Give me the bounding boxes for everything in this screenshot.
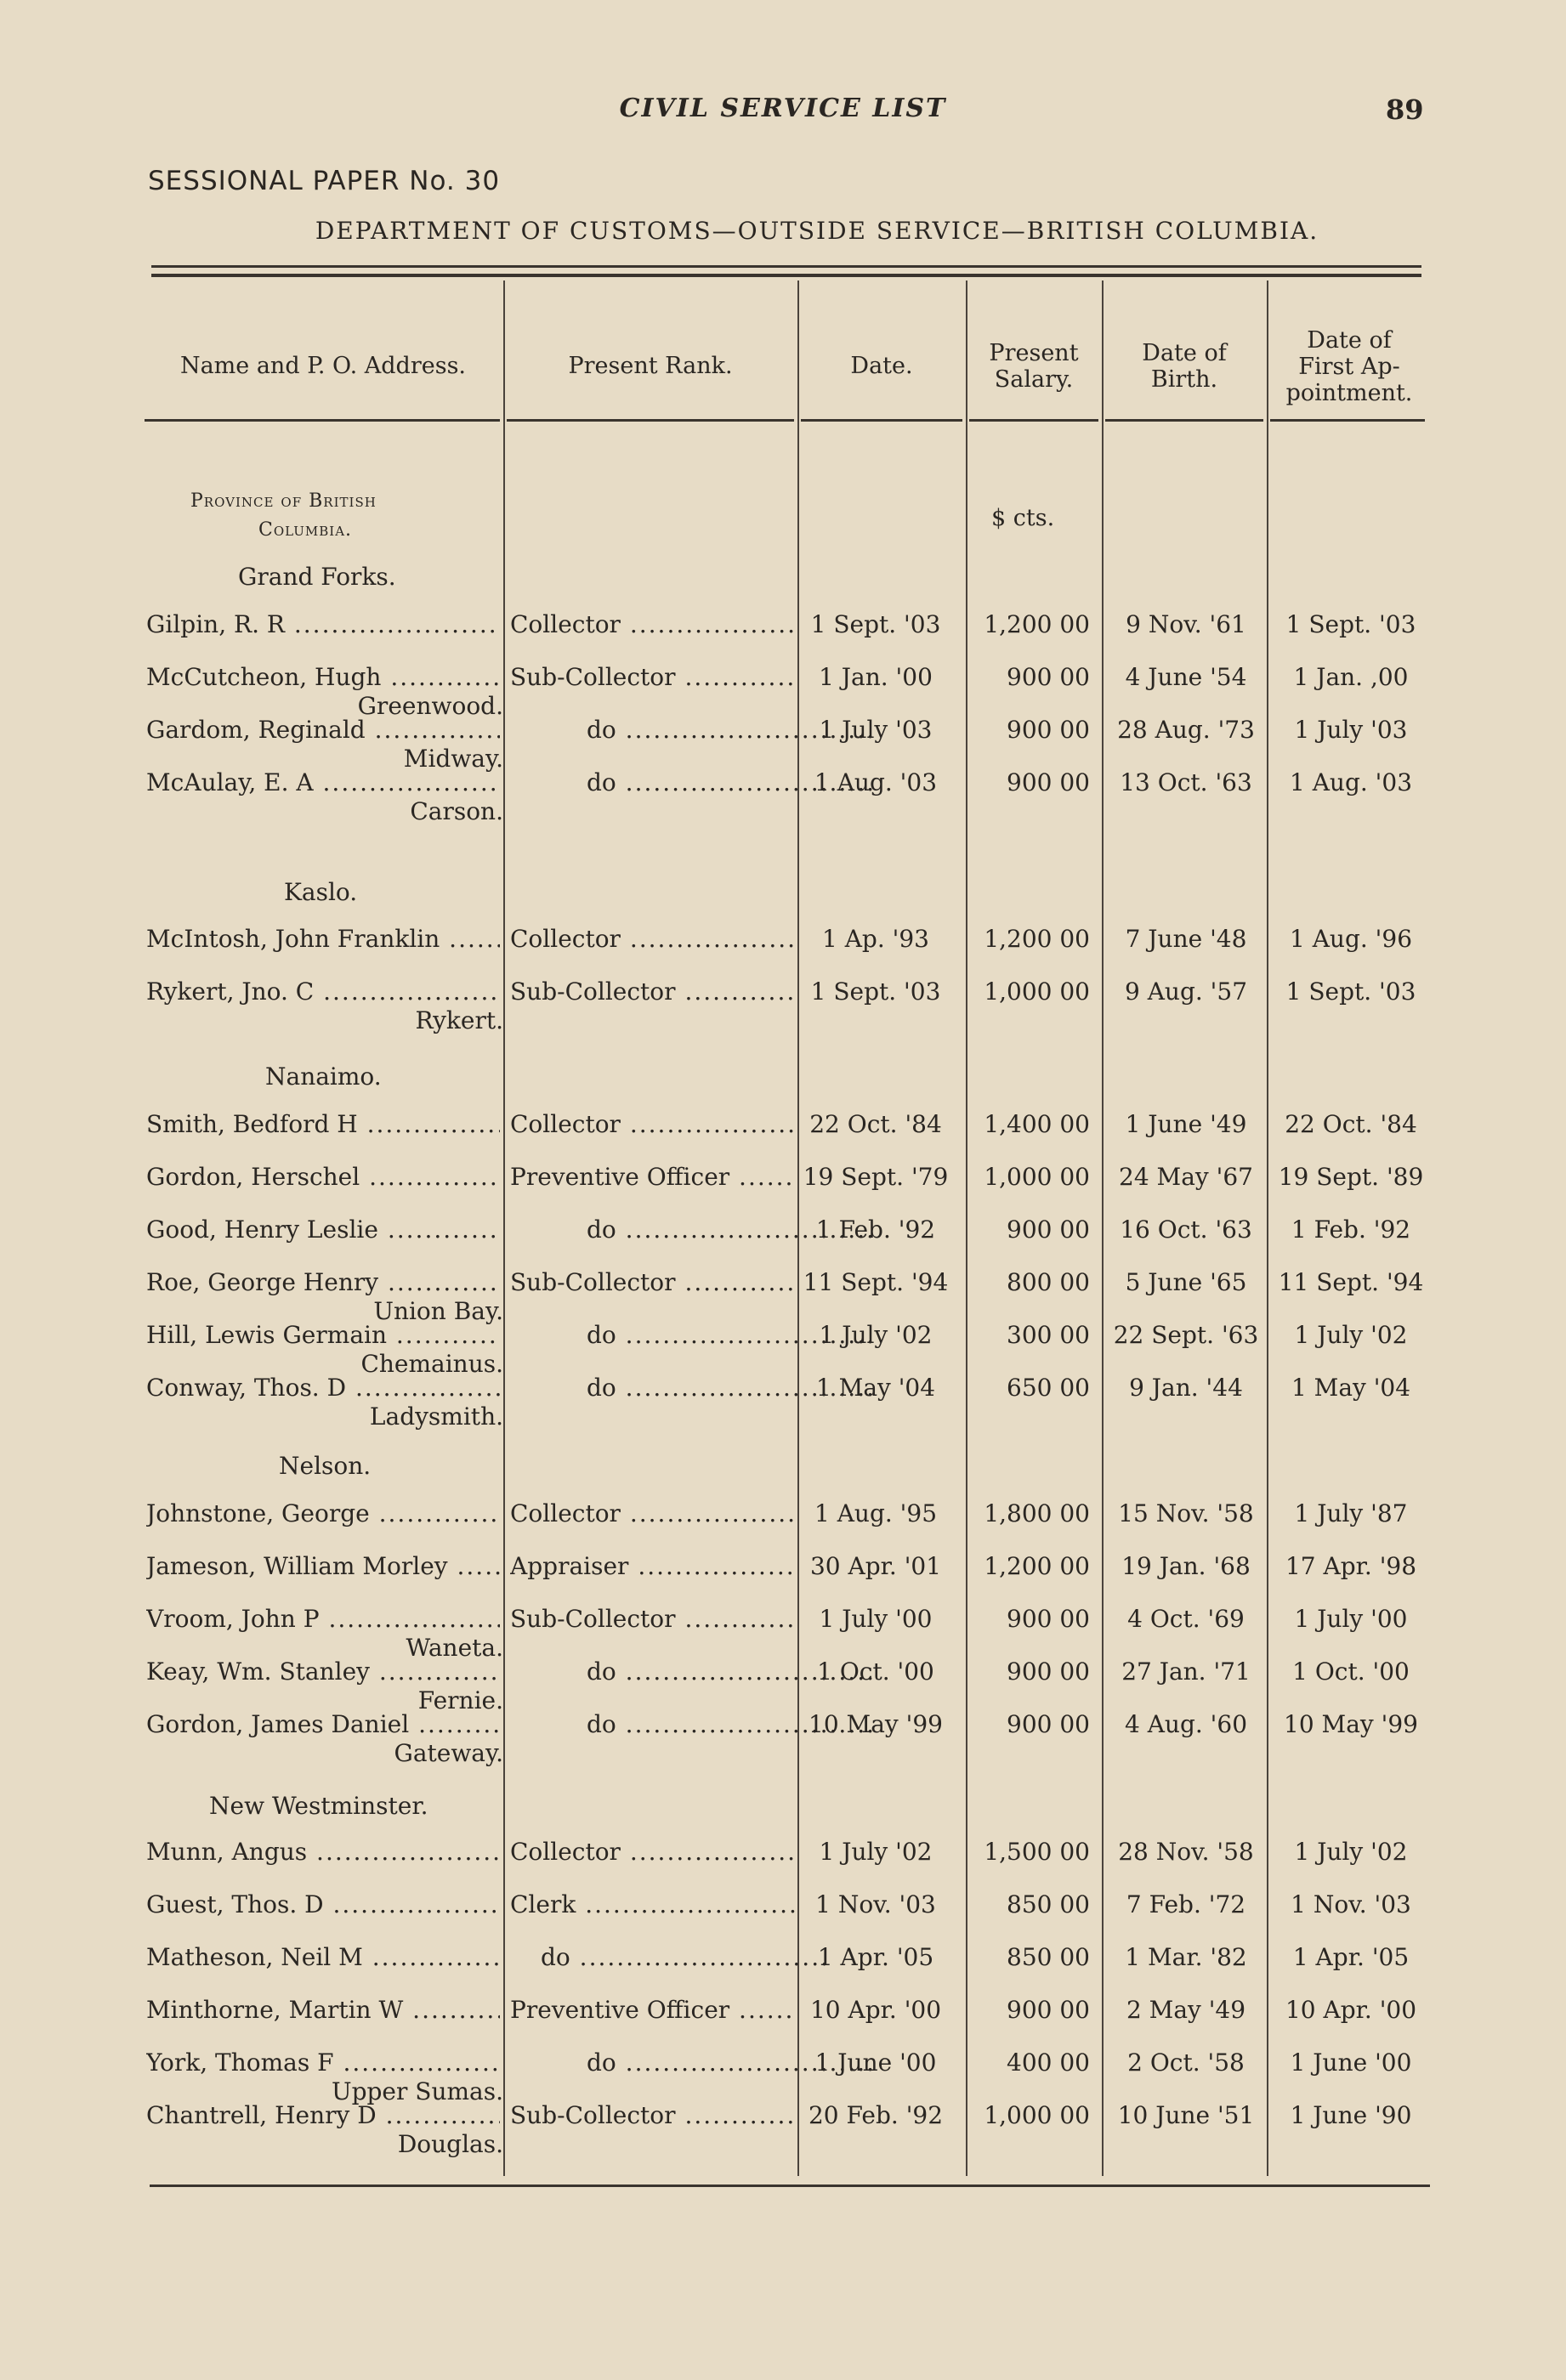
first-appointment-date: 10 Apr. '00 <box>1285 1996 1417 2024</box>
rank-date: 1 June '00 <box>814 2048 937 2077</box>
birth-date: 7 Feb. '72 <box>1126 1890 1246 1918</box>
header-rule <box>969 419 1098 422</box>
employee-name: Roe, George Henry ..... <box>146 1268 500 1296</box>
column-header-date: Date. <box>850 353 913 379</box>
header-rule <box>145 419 500 422</box>
table-row <box>0 1996 1566 2030</box>
first-appointment-date: 1 Feb. '92 <box>1291 1216 1411 1244</box>
page-number: 89 <box>1386 94 1424 126</box>
table-row <box>0 925 1566 959</box>
section-heading-new-westminster: New Westminster. <box>209 1792 428 1820</box>
birth-date: 27 Jan. '71 <box>1121 1658 1251 1686</box>
table-row <box>0 1321 1566 1355</box>
table-row <box>0 1838 1566 1872</box>
post-office-address: Fernie. <box>417 1686 503 1714</box>
birth-date: 2 May '49 <box>1126 1996 1246 2024</box>
first-appointment-date: 11 Sept. '94 <box>1278 1268 1424 1296</box>
column-header-name: Name and P. O. Address. <box>179 353 467 379</box>
table-row <box>0 610 1566 644</box>
table-row <box>0 2048 1566 2082</box>
birth-date: 9 Aug. '57 <box>1124 978 1248 1006</box>
first-appointment-date: 22 Oct. '84 <box>1285 1110 1417 1138</box>
present-salary: 1,000 00 <box>984 978 1090 1006</box>
table-row <box>0 1216 1566 1250</box>
birth-date: 4 Oct. '69 <box>1127 1605 1245 1633</box>
rank-date: 10 Apr. '00 <box>809 1996 942 2024</box>
table-row <box>0 1374 1566 1408</box>
birth-date: 28 Aug. '73 <box>1117 716 1255 744</box>
present-rank: do ..... <box>510 1374 872 1402</box>
present-rank: Clerk ..... <box>510 1890 796 1918</box>
rank-date: 20 Feb. '92 <box>808 2101 944 2129</box>
present-salary: 900 00 <box>1007 1216 1090 1244</box>
present-salary: 800 00 <box>1007 1268 1090 1296</box>
present-rank: Sub-Collector ..... <box>510 1268 796 1296</box>
present-salary: 650 00 <box>1007 1374 1090 1402</box>
rank-date: 1 July '02 <box>819 1838 933 1866</box>
first-appointment-date: 1 Jan. ,00 <box>1293 663 1409 691</box>
appointment-header-line: pointment. <box>1285 380 1413 406</box>
first-appointment-date: 1 July '87 <box>1294 1499 1408 1527</box>
section-heading-kaslo: Kaslo. <box>284 878 358 906</box>
present-salary: 900 00 <box>1007 1658 1090 1686</box>
birth-date: 13 Oct. '63 <box>1120 768 1252 796</box>
rank-date: 1 Ap. '93 <box>822 925 929 953</box>
post-office-address: Rykert. <box>415 1006 503 1034</box>
first-appointment-date: 1 Nov. '03 <box>1291 1890 1411 1918</box>
first-appointment-date: 1 July '00 <box>1294 1605 1408 1633</box>
table-row <box>0 2101 1566 2135</box>
birth-date: 10 June '51 <box>1117 2101 1255 2129</box>
employee-name: Rykert, Jno. C ..... <box>146 978 500 1006</box>
employee-name: Smith, Bedford H ..... <box>146 1110 500 1138</box>
rank-date: 1 Sept. '03 <box>810 610 941 638</box>
first-appointment-date: 1 June '00 <box>1290 2048 1412 2077</box>
present-salary: 900 00 <box>1007 1605 1090 1633</box>
present-rank: do ..... <box>510 1321 872 1349</box>
appointment-header-line: Date of <box>1307 327 1392 354</box>
birth-date: 9 Jan. '44 <box>1129 1374 1243 1402</box>
employee-name: York, Thomas F ..... <box>146 2048 500 2077</box>
employee-name: Johnstone, George ..... <box>146 1499 500 1527</box>
first-appointment-date: 10 May '99 <box>1284 1710 1418 1738</box>
table-row <box>0 1890 1566 1924</box>
employee-name: Minthorne, Martin W ..... <box>146 1996 500 2024</box>
present-rank: Sub-Collector ..... <box>510 663 796 691</box>
post-office-address: Gateway. <box>394 1739 503 1767</box>
column-header-salary <box>967 340 1100 393</box>
employee-name: Gordon, Herschel ..... <box>146 1163 500 1191</box>
present-salary: 850 00 <box>1007 1890 1090 1918</box>
first-appointment-date: 1 Sept. '03 <box>1285 978 1416 1006</box>
sessional-paper-label: SESSIONAL PAPER No. 30 <box>148 166 501 196</box>
post-office-address: Waneta. <box>406 1634 503 1662</box>
birth-date: 4 June '54 <box>1125 663 1247 691</box>
birth-date: 15 Nov. '58 <box>1118 1499 1254 1527</box>
rank-date: 19 Sept. '79 <box>803 1163 949 1191</box>
province-line: Columbia. <box>258 519 353 541</box>
first-appointment-date: 1 Aug. '96 <box>1289 925 1413 953</box>
present-rank: Appraiser ..... <box>510 1552 796 1580</box>
table-row <box>0 663 1566 697</box>
table-row <box>0 1268 1566 1302</box>
present-rank: Collector ..... <box>510 610 796 638</box>
header-rule <box>1105 419 1263 422</box>
rank-date: 1 Apr. '05 <box>817 1943 934 1971</box>
post-office-address: Midway. <box>403 745 503 773</box>
first-appointment-date: 1 Apr. '05 <box>1292 1943 1410 1971</box>
first-appointment-date: 1 July '03 <box>1294 716 1408 744</box>
first-appointment-date: 1 May '04 <box>1291 1374 1411 1402</box>
present-salary: 850 00 <box>1007 1943 1090 1971</box>
rank-date: 1 Aug. '95 <box>814 1499 938 1527</box>
employee-name: Guest, Thos. D ..... <box>146 1890 500 1918</box>
employee-name: McAulay, E. A ..... <box>146 768 500 796</box>
column-header-first-appointment <box>1268 327 1430 406</box>
post-office-address: Ladysmith. <box>369 1402 503 1431</box>
present-rank: Preventive Officer ..... <box>510 1163 796 1191</box>
present-rank: do ..... <box>510 1658 872 1686</box>
first-appointment-date: 17 Apr. '98 <box>1285 1552 1417 1580</box>
present-rank: Collector ..... <box>510 1110 796 1138</box>
table-row <box>0 1552 1566 1586</box>
present-rank: Collector ..... <box>510 1838 796 1866</box>
employee-name: Jameson, William Morley ..... <box>146 1552 500 1580</box>
header-rule <box>507 419 794 422</box>
present-salary: 1,400 00 <box>984 1110 1090 1138</box>
section-heading-nelson: Nelson. <box>279 1452 372 1480</box>
employee-name: Hill, Lewis Germain ..... <box>146 1321 500 1349</box>
birth-header-line: Date of <box>1142 340 1227 366</box>
post-office-address: Douglas. <box>397 2130 503 2158</box>
present-rank: Sub-Collector ..... <box>510 978 796 1006</box>
page-title: CIVIL SERVICE LIST <box>619 94 947 123</box>
salary-header-line: Salary. <box>994 366 1074 393</box>
first-appointment-date: 1 July '02 <box>1294 1838 1408 1866</box>
present-rank: Preventive Officer ..... <box>510 1996 796 2024</box>
present-salary: 1,200 00 <box>984 610 1090 638</box>
employee-name: Chantrell, Henry D ..... <box>146 2101 500 2129</box>
present-rank: do ..... <box>510 1710 872 1738</box>
birth-date: 9 Nov. '61 <box>1126 610 1246 638</box>
birth-date: 16 Oct. '63 <box>1120 1216 1252 1244</box>
birth-date: 4 Aug. '60 <box>1124 1710 1248 1738</box>
present-salary: 900 00 <box>1007 663 1090 691</box>
column-header-rank: Present Rank. <box>568 353 733 379</box>
present-salary: 1,000 00 <box>984 2101 1090 2129</box>
rank-date: 11 Sept. '94 <box>803 1268 949 1296</box>
employee-name: McCutcheon, Hugh ..... <box>146 663 500 691</box>
bottom-rule <box>150 2184 1430 2187</box>
rank-date: 1 July '02 <box>819 1321 933 1349</box>
present-salary: 300 00 <box>1007 1321 1090 1349</box>
birth-date: 1 Mar. '82 <box>1125 1943 1247 1971</box>
table-row <box>0 1943 1566 1977</box>
first-appointment-date: 1 Oct. '00 <box>1292 1658 1410 1686</box>
present-rank: do ..... <box>510 768 872 796</box>
table-row <box>0 1163 1566 1197</box>
rank-date: 1 May '04 <box>815 1374 936 1402</box>
present-salary: 900 00 <box>1007 1710 1090 1738</box>
first-appointment-date: 1 July '02 <box>1294 1321 1408 1349</box>
rank-date: 30 Apr. '01 <box>809 1552 942 1580</box>
table-row <box>0 1110 1566 1144</box>
salary-unit-label: $ cts. <box>991 505 1055 531</box>
rank-date: 1 Oct. '00 <box>817 1658 934 1686</box>
present-salary: 1,800 00 <box>984 1499 1090 1527</box>
province-heading <box>190 487 377 545</box>
table-row <box>0 1658 1566 1692</box>
rank-date: 22 Oct. '84 <box>809 1110 942 1138</box>
first-appointment-date: 19 Sept. '89 <box>1278 1163 1424 1191</box>
employee-name: McIntosh, John Franklin ..... <box>146 925 500 953</box>
top-rule-double <box>151 274 1421 277</box>
table-row <box>0 1710 1566 1744</box>
rank-date: 1 Feb. '92 <box>815 1216 936 1244</box>
table-row <box>0 768 1566 802</box>
present-salary: 400 00 <box>1007 2048 1090 2077</box>
header-rule <box>801 419 962 422</box>
appointment-header-line: First Ap- <box>1298 354 1400 380</box>
table-row <box>0 1499 1566 1533</box>
top-rule <box>151 265 1421 268</box>
birth-date: 22 Sept. '63 <box>1113 1321 1259 1349</box>
present-rank: Sub-Collector ..... <box>510 1605 796 1633</box>
employee-name: Vroom, John P ..... <box>146 1605 500 1633</box>
section-heading-grand-forks: Grand Forks. <box>238 563 396 591</box>
employee-name: Munn, Angus ..... <box>146 1838 500 1866</box>
post-office-address: Union Bay. <box>373 1297 503 1325</box>
table-row <box>0 1605 1566 1639</box>
table-row <box>0 716 1566 750</box>
employee-name: Keay, Wm. Stanley ..... <box>146 1658 500 1686</box>
section-heading-nanaimo: Nanaimo. <box>265 1062 382 1091</box>
post-office-address: Greenwood. <box>357 692 503 720</box>
department-heading: DEPARTMENT OF CUSTOMS—OUTSIDE SERVICE—BRITISH COLUMBIA. <box>315 217 1319 245</box>
present-salary: 900 00 <box>1007 768 1090 796</box>
employee-name: Good, Henry Leslie ..... <box>146 1216 500 1244</box>
rank-date: 1 July '00 <box>819 1605 933 1633</box>
rank-date: 1 Nov. '03 <box>815 1890 936 1918</box>
birth-date: 28 Nov. '58 <box>1118 1838 1254 1866</box>
present-salary: 1,500 00 <box>984 1838 1090 1866</box>
table-row <box>0 978 1566 1012</box>
birth-date: 24 May '67 <box>1119 1163 1253 1191</box>
birth-date: 5 June '65 <box>1125 1268 1247 1296</box>
rank-date: 1 Sept. '03 <box>810 978 941 1006</box>
birth-date: 7 June '48 <box>1125 925 1247 953</box>
present-rank: do ..... <box>510 1943 826 1971</box>
column-header-birth <box>1104 340 1265 393</box>
employee-name: Gardom, Reginald ..... <box>146 716 500 744</box>
birth-date: 19 Jan. '68 <box>1121 1552 1251 1580</box>
employee-name: Matheson, Neil M ..... <box>146 1943 500 1971</box>
post-office-address: Carson. <box>410 797 503 825</box>
salary-header-line: Present <box>989 340 1079 366</box>
birth-date: 2 Oct. '58 <box>1127 2048 1245 2077</box>
employee-name: Gilpin, R. R ..... <box>146 610 500 638</box>
post-office-address: Upper Sumas. <box>331 2077 503 2105</box>
birth-date: 1 June '49 <box>1125 1110 1247 1138</box>
employee-name: Gordon, James Daniel ..... <box>146 1710 500 1738</box>
present-rank: Collector ..... <box>510 1499 796 1527</box>
post-office-address: Chemainus. <box>360 1350 503 1378</box>
rank-date: 1 Aug. '03 <box>814 768 938 796</box>
present-salary: 1,000 00 <box>984 1163 1090 1191</box>
header-rule <box>1270 419 1425 422</box>
present-rank: Sub-Collector ..... <box>510 2101 796 2129</box>
birth-header-line: Birth. <box>1150 366 1218 393</box>
present-salary: 900 00 <box>1007 1996 1090 2024</box>
first-appointment-date: 1 Aug. '03 <box>1289 768 1413 796</box>
present-salary: 1,200 00 <box>984 1552 1090 1580</box>
present-salary: 1,200 00 <box>984 925 1090 953</box>
first-appointment-date: 1 June '90 <box>1290 2101 1412 2129</box>
present-rank: do ..... <box>510 716 872 744</box>
present-rank: do ..... <box>510 1216 872 1244</box>
present-rank: Collector ..... <box>510 925 796 953</box>
rank-date: 1 Jan. '00 <box>819 663 933 691</box>
rank-date: 1 July '03 <box>819 716 933 744</box>
first-appointment-date: 1 Sept. '03 <box>1285 610 1416 638</box>
present-salary: 900 00 <box>1007 716 1090 744</box>
employee-name: Conway, Thos. D ..... <box>146 1374 500 1402</box>
province-line: Province of British <box>190 490 377 512</box>
present-rank: do ..... <box>510 2048 872 2077</box>
rank-date: 10 May '99 <box>809 1710 943 1738</box>
